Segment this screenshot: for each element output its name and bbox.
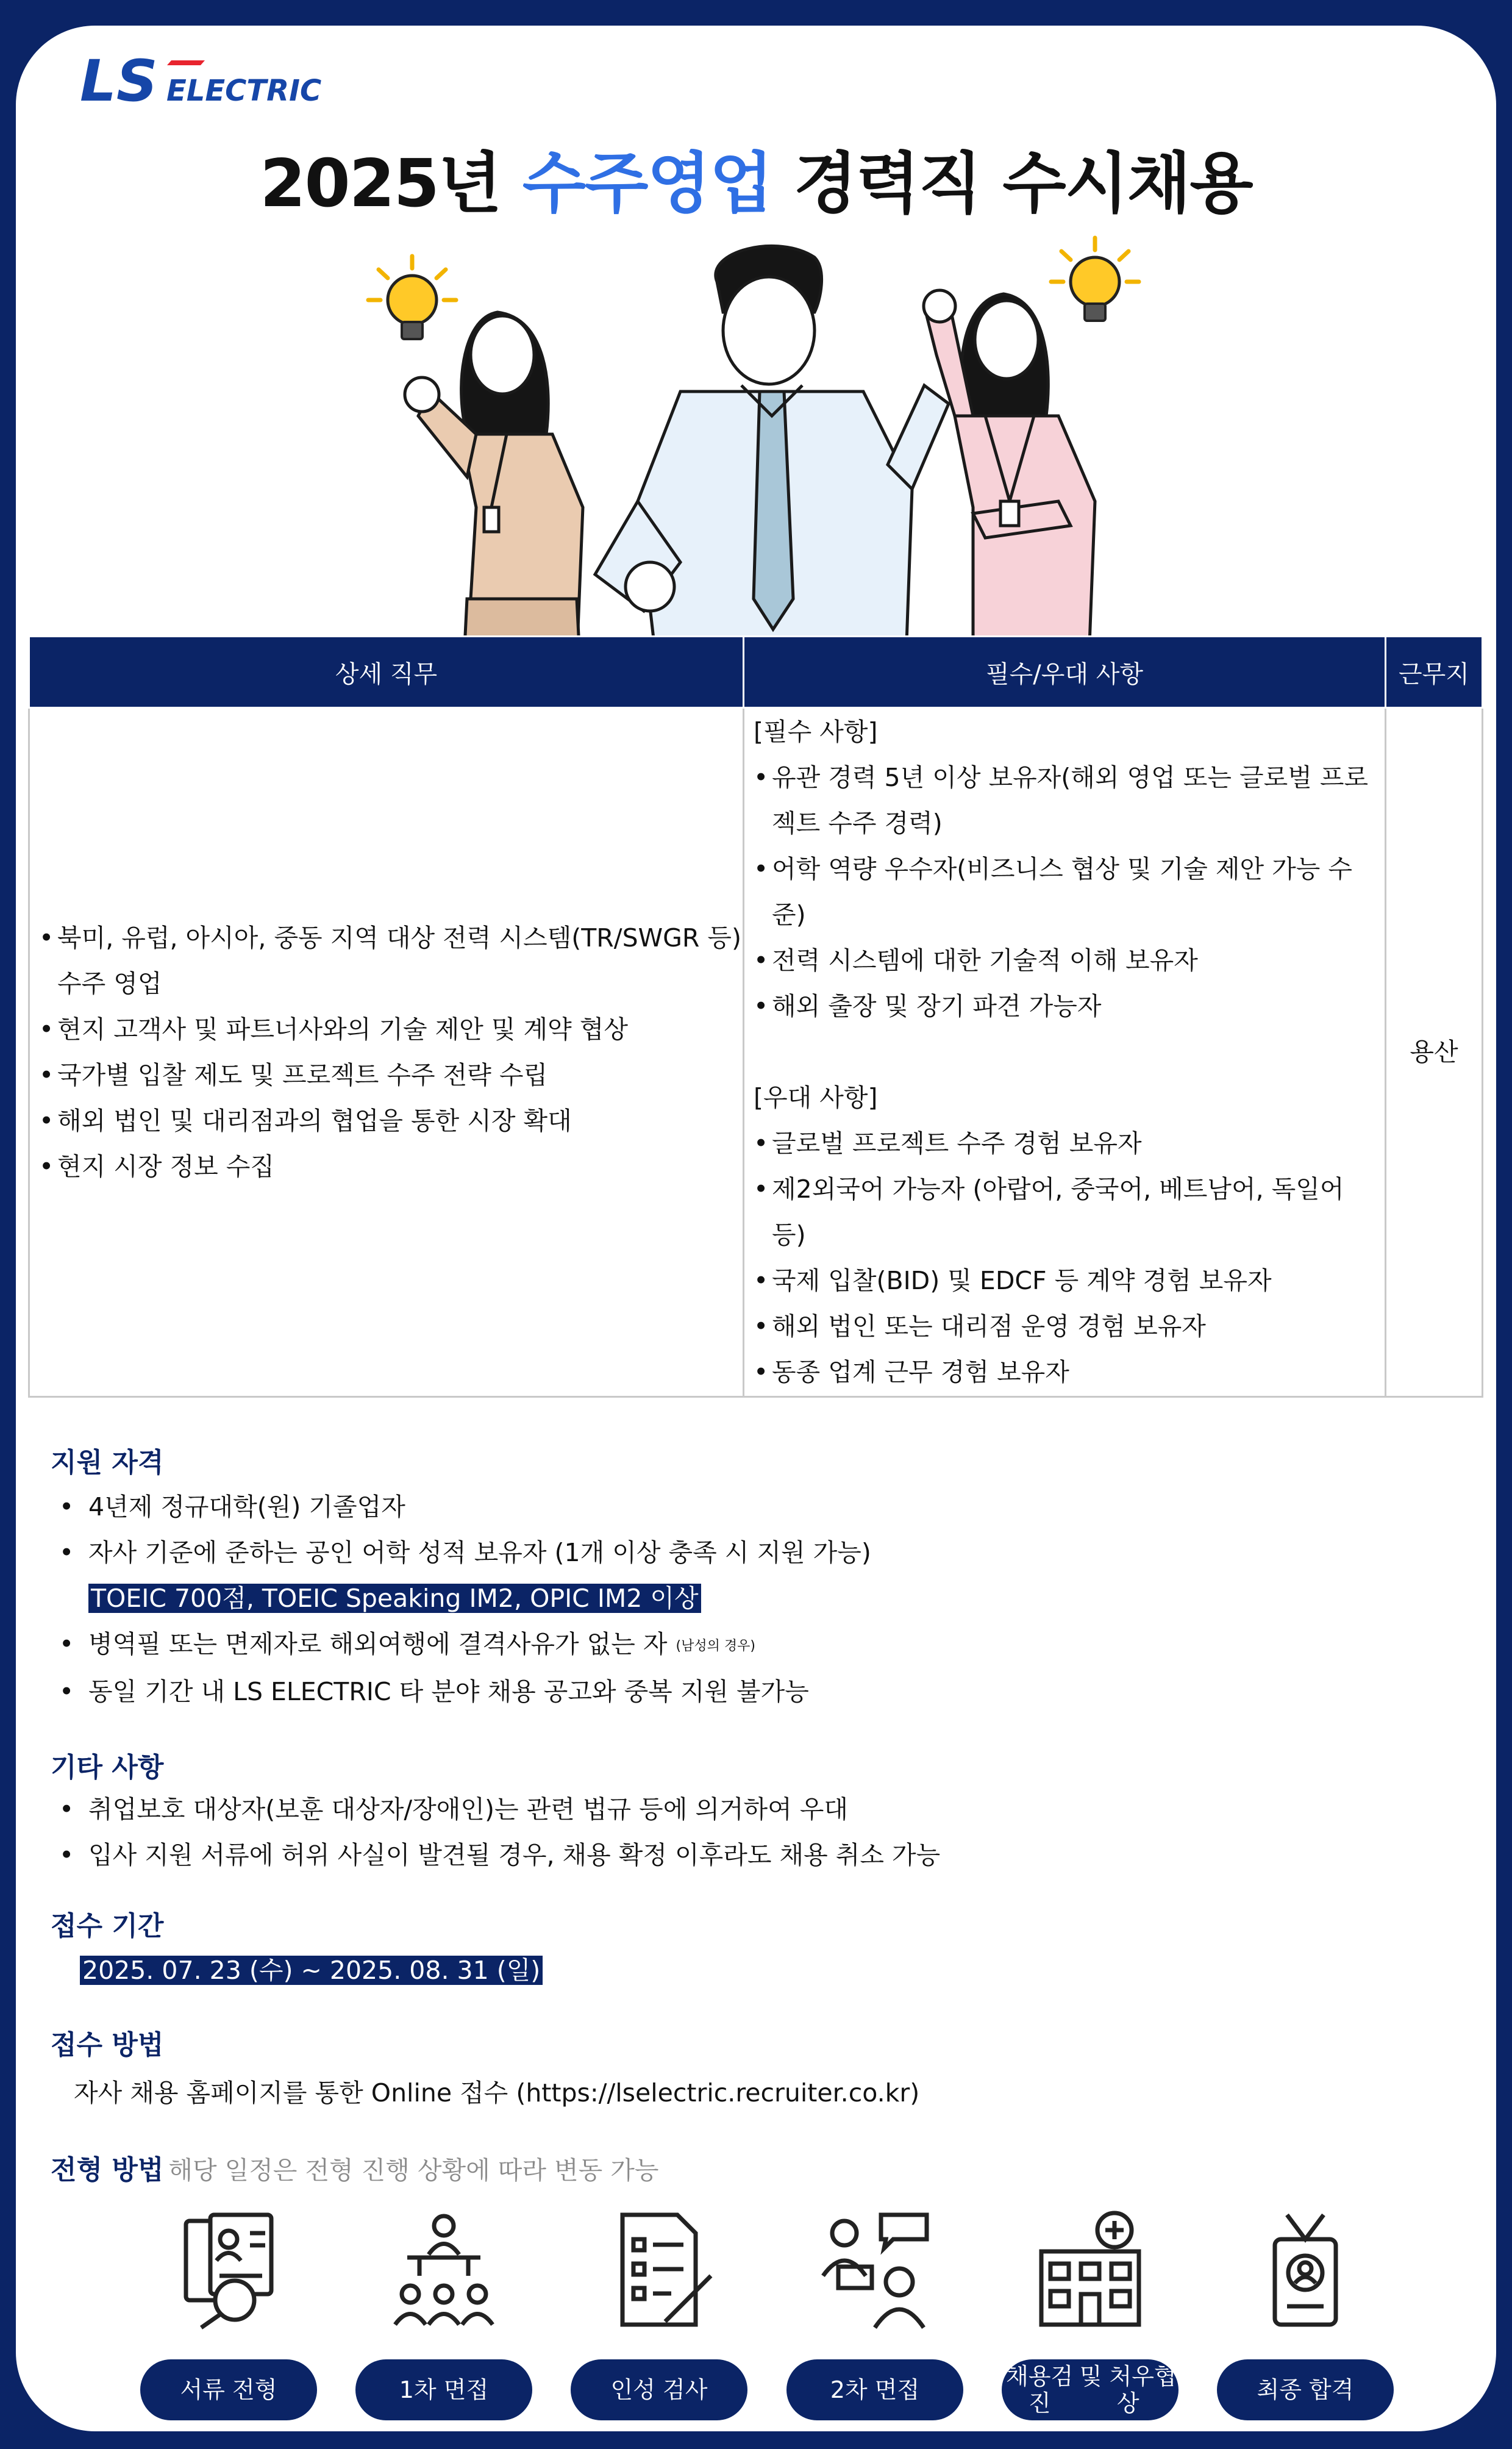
duties-cell [29,708,744,1397]
period-value: 2025. 07. 23 (수) ~ 2025. 08. 31 (일) [80,1956,543,1985]
list-item: • 해외 법인 또는 대리점 운영 경험 보유자 [754,1304,1384,1350]
list-item: • 해외 출장 및 장기 파견 가능자 [754,984,1384,1029]
ls-electric-logo [80,52,379,113]
list-item: • 병역필 또는 면제자로 해외여행에 결격사유가 없는 자 (남성의 경우) [51,1621,871,1669]
section-title: 기타 사항 [51,1752,164,1783]
list-item: • 어학 역량 우수자(비즈니스 협상 및 기술 제안 가능 수준) [754,846,1384,938]
qualifications-section [51,1440,871,1715]
id-badge-icon [1244,2209,1366,2331]
requirements-cell [744,708,1386,1397]
list-item: • 현지 시장 정보 수집 [39,1144,742,1190]
step-label: 1차 면접 [355,2359,532,2420]
preferred-title: [우대 사항] [754,1083,878,1112]
step-label: 서류 전형 [140,2359,317,2420]
step-medical-check [1002,2209,1179,2416]
section-title: 접수 방법 [51,2029,164,2061]
preferred-list [745,1121,1384,1395]
header-duties: 상세 직무 [29,637,744,708]
lightbulb-icon [368,256,456,339]
military-note: (남성의 경우) [676,1638,755,1654]
required-list [745,755,1384,1029]
period-section [51,1904,543,1986]
recruitment-poster [16,26,1496,2431]
duties-list [30,915,742,1190]
section-title: 지원 자격 [51,1447,164,1478]
header-requirements: 필수/우대 사항 [744,637,1386,708]
method-section [51,2023,919,2109]
interview-panel-icon [383,2209,505,2331]
section-title: 접수 기간 [51,1911,164,1942]
list-item: • 동일 기간 내 LS ELECTRIC 타 분야 채용 공고와 중복 지원 불가능 [51,1669,871,1715]
step-final-pass [1217,2209,1394,2416]
list-item: • 제2외국어 가능자 (아랍어, 중국어, 베트남어, 독일어 등) [754,1167,1384,1258]
checklist-test-icon [598,2209,720,2331]
required-title: [필수 사항] [754,717,878,746]
list-item: • 동종 업계 근무 경험 보유자 [754,1350,1384,1395]
list-item: • 현지 고객사 및 파트너사와의 기술 제안 및 계약 협상 [39,1007,742,1053]
language-scores-highlight: TOEIC 700점, TOEIC Speaking IM2, OPIC IM2 이상 [88,1584,701,1613]
step-document-review [140,2209,317,2416]
list-item: • 북미, 유럽, 아시아, 중동 지역 대상 전력 시스템(TR/SWGR 등) 수주 영업 [39,915,742,1007]
title-accent: 수주영업 [522,146,772,222]
svg-text:LS: LS [80,52,158,113]
list-item: • 국제 입찰(BID) 및 EDCF 등 계약 경험 보유자 [754,1258,1384,1304]
header-location: 근무지 [1386,637,1483,708]
step-second-interview [786,2209,963,2416]
woman-right-figure [924,290,1095,660]
hero-illustration [339,233,1193,660]
man-center-figure [595,246,949,660]
method-value: 자사 채용 홈페이지를 통한 Online 접수 (https://lselectric.recruiter.co.kr) [74,2078,920,2108]
step-label: 채용검진 및 처우협상 [1002,2359,1179,2420]
lightbulb-icon [1051,238,1139,321]
list-item: • 4년제 정규대학(원) 기졸업자 [51,1484,871,1530]
process-note: 해당 일정은 전형 진행 상황에 따라 변동 가능 [168,2156,659,2185]
list-item: • 취업보호 대상자(보훈 대상자/장애인)는 관련 법규 등에 의거하여 우대 [51,1787,940,1832]
language-scores-row [51,1576,871,1621]
step-label: 2차 면접 [786,2359,963,2420]
woman-left-figure [405,312,583,660]
step-label: 최종 합격 [1217,2359,1394,2420]
list-item: • 글로벌 프로젝트 수주 경험 보유자 [754,1121,1384,1167]
location-cell: 용산 [1386,708,1483,1397]
hospital-icon [1029,2209,1151,2331]
page-title: 2025년 수주영업 경력직 수시채용 [260,146,1252,222]
step-personality-test [571,2209,747,2416]
company-logo [80,43,379,122]
etc-section [51,1745,940,1878]
list-item: • 해외 법인 및 대리점과의 협업을 통한 시장 확대 [39,1098,742,1144]
process-section [51,2148,658,2187]
section-title: 전형 방법 [51,2154,164,2186]
list-item: • 유관 경력 5년 이상 보유자(해외 영업 또는 글로벌 프로젝트 수주 경력) [754,755,1384,846]
video-interview-icon [814,2209,936,2331]
list-item: • 전력 시스템에 대한 기술적 이해 보유자 [754,938,1384,984]
process-steps [16,2209,1496,2416]
list-item: • 국가별 입찰 제도 및 프로젝트 수주 전략 수립 [39,1053,742,1098]
list-item: • 자사 기준에 준하는 공인 어학 성적 보유자 (1개 이상 충족 시 지원 가능) [51,1530,871,1576]
job-details-table [28,635,1483,1398]
step-label: 인성 검사 [571,2359,747,2420]
svg-text:ELECTRIC: ELECTRIC [166,74,322,108]
step-first-interview [355,2209,532,2416]
document-review-icon [168,2209,290,2331]
list-item: • 입사 지원 서류에 허위 사실이 발견될 경우, 채용 확정 이후라도 채용 취소 가능 [51,1832,940,1878]
